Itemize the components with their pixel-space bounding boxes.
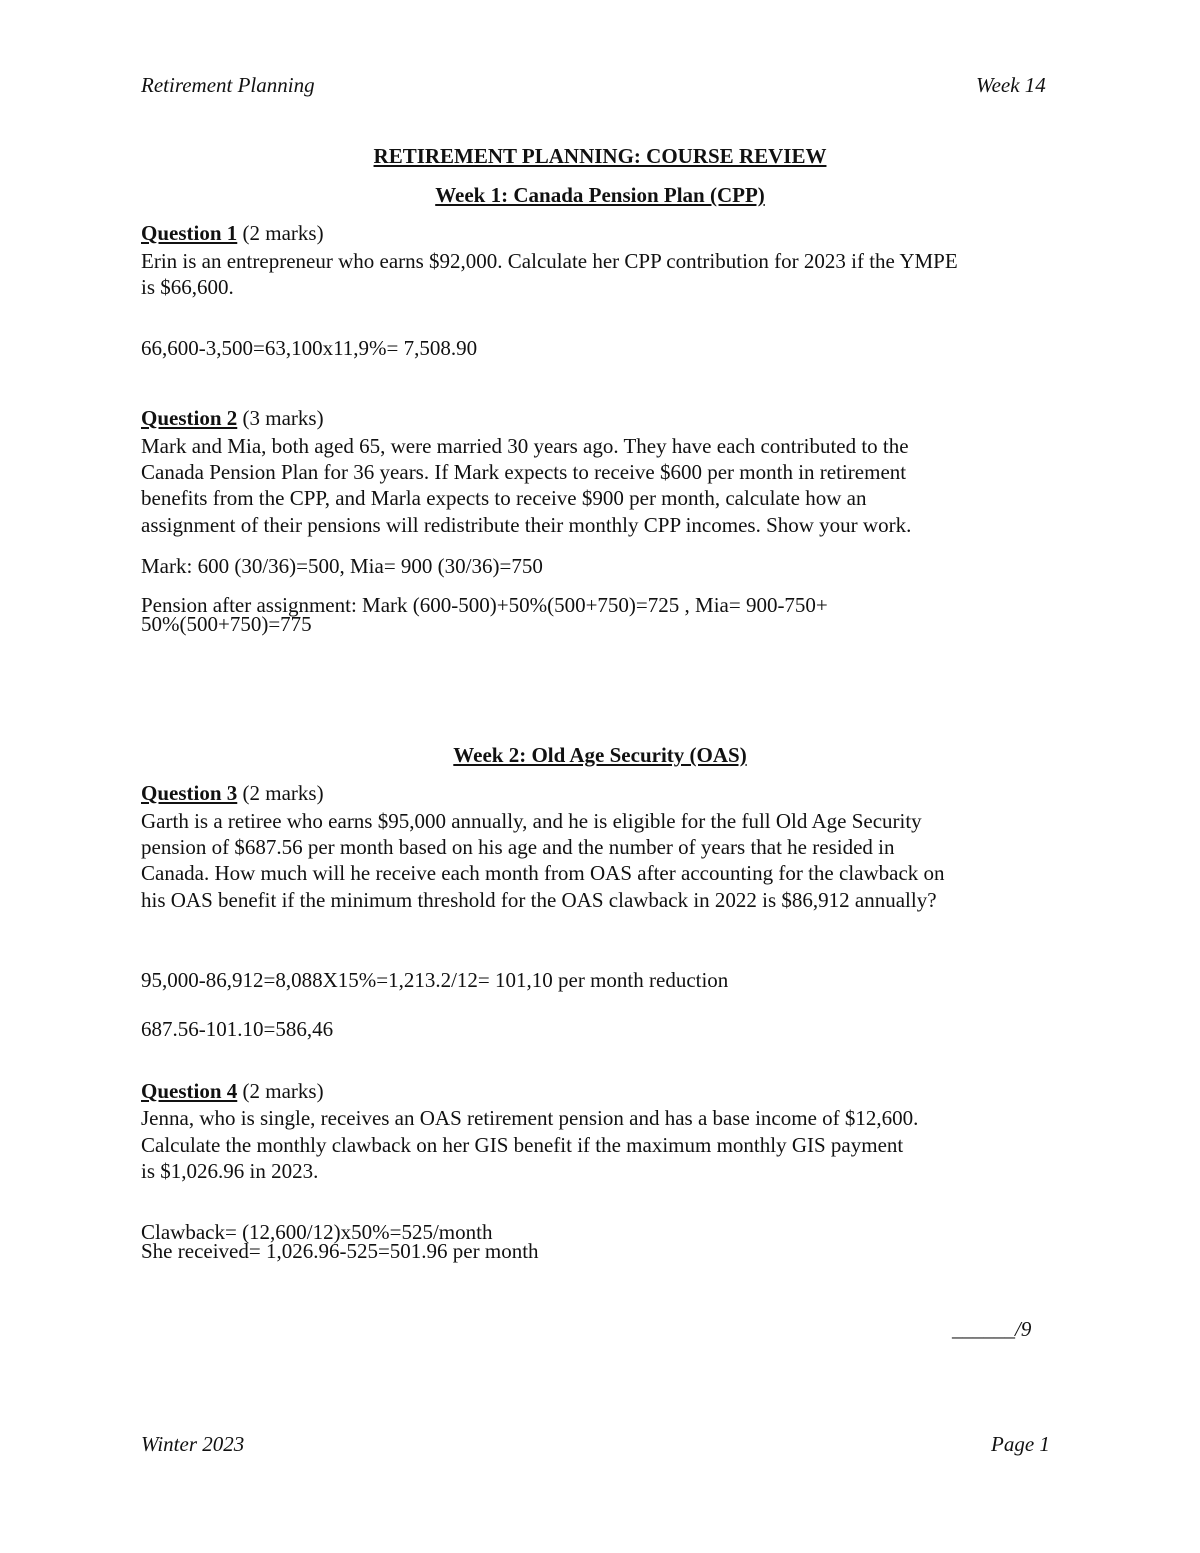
score-total: /9	[1015, 1317, 1032, 1341]
header-week: Week 14	[976, 73, 1046, 97]
question-4-text-line: is $1,026.96 in 2023.	[141, 1159, 319, 1183]
question-4-answer: Clawback= (12,600/12)x50%=525/month	[141, 1220, 493, 1244]
question-4-text-line: Jenna, who is single, receives an OAS retirement pension and has a base income of $12,600.	[141, 1106, 919, 1130]
question-2-label: Question 2	[141, 406, 238, 430]
score-blank: ______	[952, 1317, 1015, 1341]
question-2-text-line: Mark and Mia, both aged 65, were married 30 years ago. They have each contributed to the	[141, 434, 909, 458]
section-heading-week-1: Week 1: Canada Pension Plan (CPP)	[435, 183, 765, 207]
question-2-answer: Mark: 600 (30/36)=500, Mia= 900 (30/36)=750	[141, 554, 543, 578]
question-1-header	[141, 220, 324, 246]
question-4-label: Question 4	[141, 1079, 238, 1103]
footer-page-number: Page 1	[991, 1432, 1050, 1456]
question-2-text-line: assignment of their pensions will redistribute their monthly CPP incomes. Show your work.	[141, 513, 912, 537]
question-3-text-line: his OAS benefit if the minimum threshold for the OAS clawback in 2022 is $86,912 annually?	[141, 888, 937, 912]
section-heading-week-2: Week 2: Old Age Security (OAS)	[453, 743, 747, 767]
question-1-text-line: Erin is an entrepreneur who earns $92,000. Calculate her CPP contribution for 2023 if the YMPE	[141, 249, 958, 273]
question-1-label: Question 1	[141, 221, 238, 245]
question-4-marks: (2 marks)	[242, 1079, 324, 1103]
question-1-marks: (2 marks)	[242, 221, 324, 245]
question-3-answer: 687.56-101.10=586,46	[141, 1017, 334, 1041]
question-3-text-line: pension of $687.56 per month based on his age and the number of years that he resided in	[141, 835, 895, 859]
question-2-answer: 50%(500+750)=775	[141, 612, 312, 636]
question-2-answer: Pension after assignment: Mark (600-500)+50%(500+750)=725 , Mia= 900-750+	[141, 593, 828, 617]
score-line	[952, 1316, 1031, 1342]
question-3-header	[141, 780, 324, 806]
question-4-answer: She received= 1,026.96-525=501.96 per month	[141, 1239, 539, 1263]
question-2-header	[141, 405, 324, 431]
question-2-text-line: benefits from the CPP, and Marla expects to receive $900 per month, calculate how an	[141, 486, 867, 510]
page-title: RETIREMENT PLANNING: COURSE REVIEW	[373, 144, 827, 168]
question-3-text-line: Garth is a retiree who earns $95,000 annually, and he is eligible for the full Old Age Security	[141, 809, 922, 833]
question-3-answer: 95,000-86,912=8,088X15%=1,213.2/12= 101,10 per month reduction	[141, 968, 729, 992]
question-2-text-line: Canada Pension Plan for 36 years. If Mark expects to receive $600 per month in retirement	[141, 460, 907, 484]
question-3-label: Question 3	[141, 781, 238, 805]
question-3-text-line: Canada. How much will he receive each month from OAS after accounting for the clawback on	[141, 861, 945, 885]
question-1-text-line: is $66,600.	[141, 275, 234, 299]
question-3-marks: (2 marks)	[242, 781, 324, 805]
question-4-header	[141, 1078, 324, 1104]
question-4-text-line: Calculate the monthly clawback on her GIS benefit if the maximum monthly GIS payment	[141, 1133, 904, 1157]
question-1-answer: 66,600-3,500=63,100x11,9%= 7,508.90	[141, 336, 478, 360]
footer-term: Winter 2023	[141, 1432, 245, 1456]
question-2-marks: (3 marks)	[242, 406, 324, 430]
header-course-name: Retirement Planning	[141, 73, 315, 97]
